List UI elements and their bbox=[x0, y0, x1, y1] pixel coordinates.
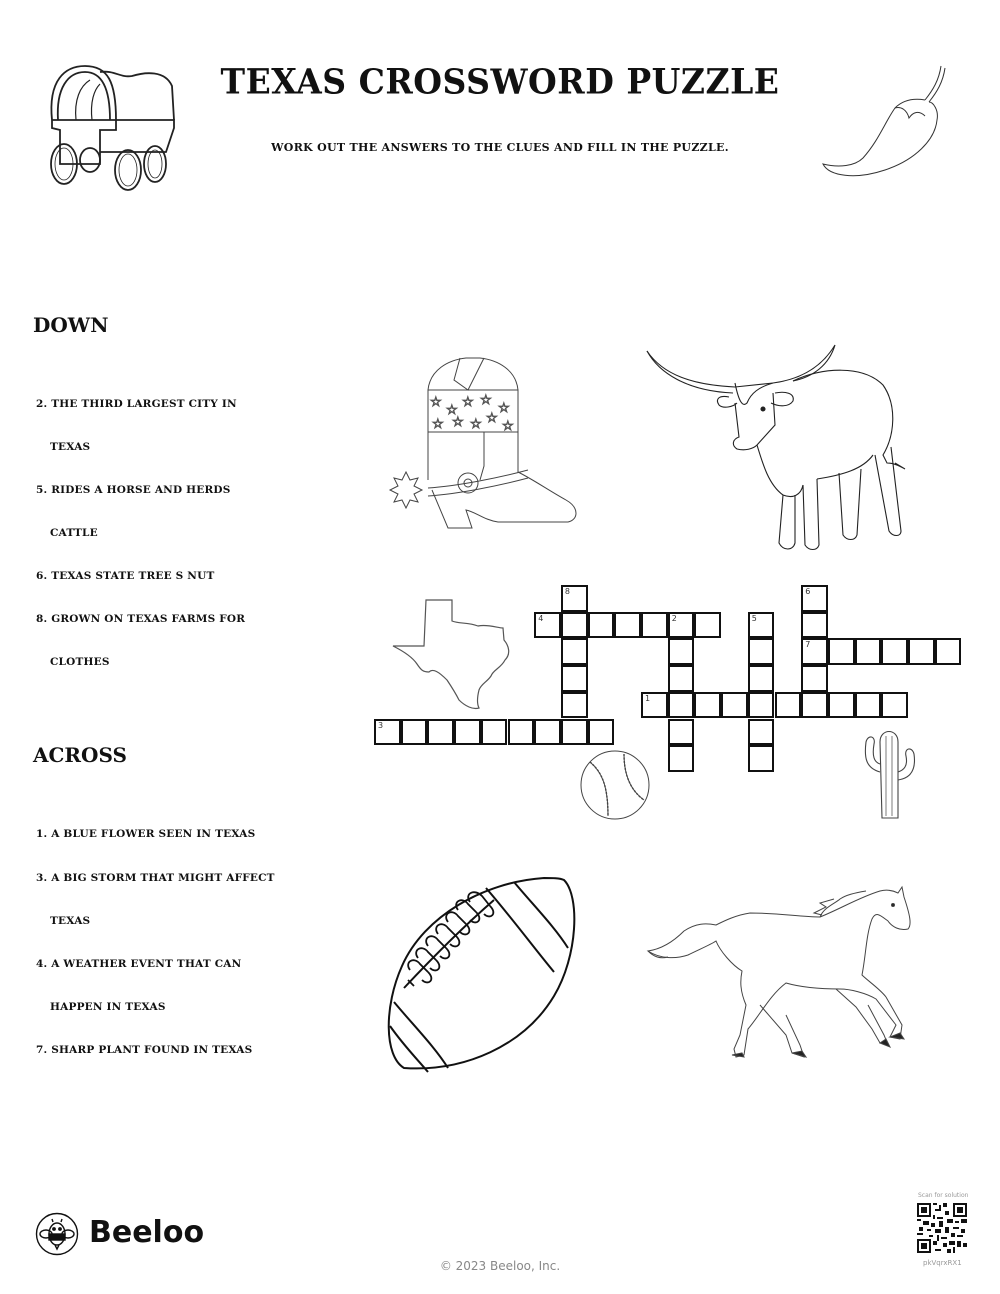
clue-number: 2 bbox=[671, 613, 677, 623]
crossword-cell[interactable] bbox=[668, 745, 695, 772]
crossword-cell[interactable] bbox=[401, 719, 428, 746]
crossword-cell[interactable] bbox=[508, 719, 535, 746]
crossword-cell[interactable] bbox=[694, 692, 721, 719]
longhorn-steer-icon bbox=[643, 345, 913, 555]
instructions: WORK OUT THE ANSWERS TO THE CLUES AND FILL IN THE PUZZLE. bbox=[271, 141, 729, 154]
crossword-cell[interactable] bbox=[881, 692, 908, 719]
crossword-cell[interactable] bbox=[694, 612, 721, 639]
svg-text:☆: ☆ bbox=[430, 395, 442, 410]
crossword-cell[interactable] bbox=[561, 638, 588, 665]
svg-text:☆: ☆ bbox=[502, 419, 514, 434]
svg-text:☆: ☆ bbox=[498, 401, 510, 416]
crossword-cell[interactable] bbox=[614, 612, 641, 639]
down-clue-8: 8. GROWN ON TEXAS FARMS FOR bbox=[36, 613, 246, 625]
crossword-cell[interactable] bbox=[534, 719, 561, 746]
chili-pepper-icon bbox=[815, 60, 955, 190]
crossword-cell[interactable] bbox=[801, 692, 828, 719]
crossword-cell[interactable] bbox=[748, 719, 775, 746]
across-clue-7: 7. SHARP PLANT FOUND IN TEXAS bbox=[36, 1044, 253, 1056]
crossword-cell[interactable] bbox=[561, 719, 588, 746]
baseball-icon bbox=[580, 750, 650, 820]
crossword-cell[interactable] bbox=[748, 665, 775, 692]
horse-icon bbox=[640, 885, 910, 1070]
down-clue-6: 6. TEXAS STATE TREE S NUT bbox=[36, 570, 215, 582]
across-clue-3-cont: TEXAS bbox=[50, 915, 91, 927]
down-clue-2-cont: TEXAS bbox=[50, 441, 91, 453]
crossword-cell[interactable] bbox=[454, 719, 481, 746]
crossword-cell[interactable] bbox=[748, 745, 775, 772]
copyright: © 2023 Beeloo, Inc. bbox=[439, 1259, 561, 1273]
clue-number: 5 bbox=[751, 613, 757, 623]
svg-text:☆: ☆ bbox=[480, 393, 492, 408]
svg-text:☆: ☆ bbox=[470, 417, 482, 432]
down-clue-5: 5. RIDES A HORSE AND HERDS bbox=[36, 484, 231, 496]
crossword-cell[interactable] bbox=[748, 638, 775, 665]
crossword-cell[interactable] bbox=[668, 692, 695, 719]
clue-number: 3 bbox=[378, 720, 384, 730]
covered-wagon-icon bbox=[40, 60, 180, 200]
page-title: TEXAS CROSSWORD PUZZLE bbox=[220, 61, 780, 102]
cowboy-boot-icon bbox=[388, 350, 583, 530]
crossword-cell[interactable] bbox=[801, 638, 828, 665]
crossword-cell[interactable] bbox=[748, 612, 775, 639]
svg-text:☆: ☆ bbox=[452, 415, 464, 430]
down-clue-2 bbox=[36, 398, 237, 410]
crossword-cell[interactable] bbox=[935, 638, 962, 665]
clue-text: 2. THE THIRD LARGEST CITY IN bbox=[36, 398, 237, 410]
down-clue-5-cont: CATTLE bbox=[50, 527, 98, 539]
crossword-cell[interactable] bbox=[775, 692, 802, 719]
crossword-cell[interactable] bbox=[668, 638, 695, 665]
football-icon bbox=[384, 876, 579, 1076]
crossword-cell[interactable] bbox=[374, 719, 401, 746]
svg-text:☆: ☆ bbox=[432, 417, 444, 432]
crossword-cell[interactable] bbox=[641, 612, 668, 639]
across-clue-3: 3. A BIG STORM THAT MIGHT AFFECT bbox=[36, 872, 275, 884]
clue-number: 1 bbox=[645, 693, 651, 703]
crossword-cell[interactable] bbox=[668, 719, 695, 746]
qr-caption: Scan for solution bbox=[918, 1192, 969, 1199]
crossword-cell[interactable] bbox=[561, 692, 588, 719]
crossword-cell[interactable] bbox=[588, 612, 615, 639]
crossword-cell[interactable] bbox=[828, 692, 855, 719]
crossword-cell[interactable] bbox=[801, 665, 828, 692]
beeloo-logo-icon bbox=[35, 1212, 79, 1256]
crossword-cell[interactable] bbox=[721, 692, 748, 719]
across-heading: ACROSS bbox=[33, 743, 127, 767]
crossword-cell[interactable] bbox=[801, 612, 828, 639]
clue-number: 7 bbox=[805, 640, 811, 650]
crossword-cell[interactable] bbox=[801, 585, 828, 612]
clue-number: 6 bbox=[805, 587, 811, 596]
crossword-cell[interactable] bbox=[588, 719, 615, 746]
crossword-cell[interactable] bbox=[641, 692, 668, 719]
cactus-icon bbox=[862, 722, 920, 822]
crossword-cell[interactable] bbox=[908, 638, 935, 665]
across-clue-1: 1. A BLUE FLOWER SEEN IN TEXAS bbox=[36, 828, 256, 840]
down-clue-8-cont: CLOTHES bbox=[50, 656, 110, 668]
across-clue-4-cont: HAPPEN IN TEXAS bbox=[50, 1001, 166, 1013]
crossword-cell[interactable] bbox=[748, 692, 775, 719]
crossword-cell[interactable] bbox=[481, 719, 508, 746]
qr-code-icon[interactable] bbox=[917, 1203, 967, 1253]
beeloo-brand: Beeloo bbox=[89, 1215, 205, 1250]
qr-code-id: pkVqrxRX1 bbox=[923, 1259, 962, 1267]
crossword-cell[interactable] bbox=[534, 612, 561, 639]
svg-text:☆: ☆ bbox=[446, 403, 458, 418]
svg-text:☆: ☆ bbox=[486, 411, 498, 426]
crossword-cell[interactable] bbox=[427, 719, 454, 746]
crossword-cell[interactable] bbox=[561, 665, 588, 692]
crossword-cell[interactable] bbox=[855, 692, 882, 719]
clue-number: 8 bbox=[564, 587, 570, 596]
across-clue-4: 4. A WEATHER EVENT THAT CAN bbox=[36, 958, 242, 970]
crossword-cell[interactable] bbox=[668, 612, 695, 639]
clue-number: 4 bbox=[538, 613, 544, 623]
down-heading: DOWN bbox=[33, 313, 109, 337]
crossword-cell[interactable] bbox=[855, 638, 882, 665]
svg-text:☆: ☆ bbox=[462, 395, 474, 410]
crossword-cell[interactable] bbox=[668, 665, 695, 692]
crossword-cell[interactable] bbox=[881, 638, 908, 665]
crossword-cell[interactable] bbox=[828, 638, 855, 665]
crossword-cell[interactable] bbox=[561, 612, 588, 639]
crossword-cell[interactable] bbox=[561, 585, 588, 612]
